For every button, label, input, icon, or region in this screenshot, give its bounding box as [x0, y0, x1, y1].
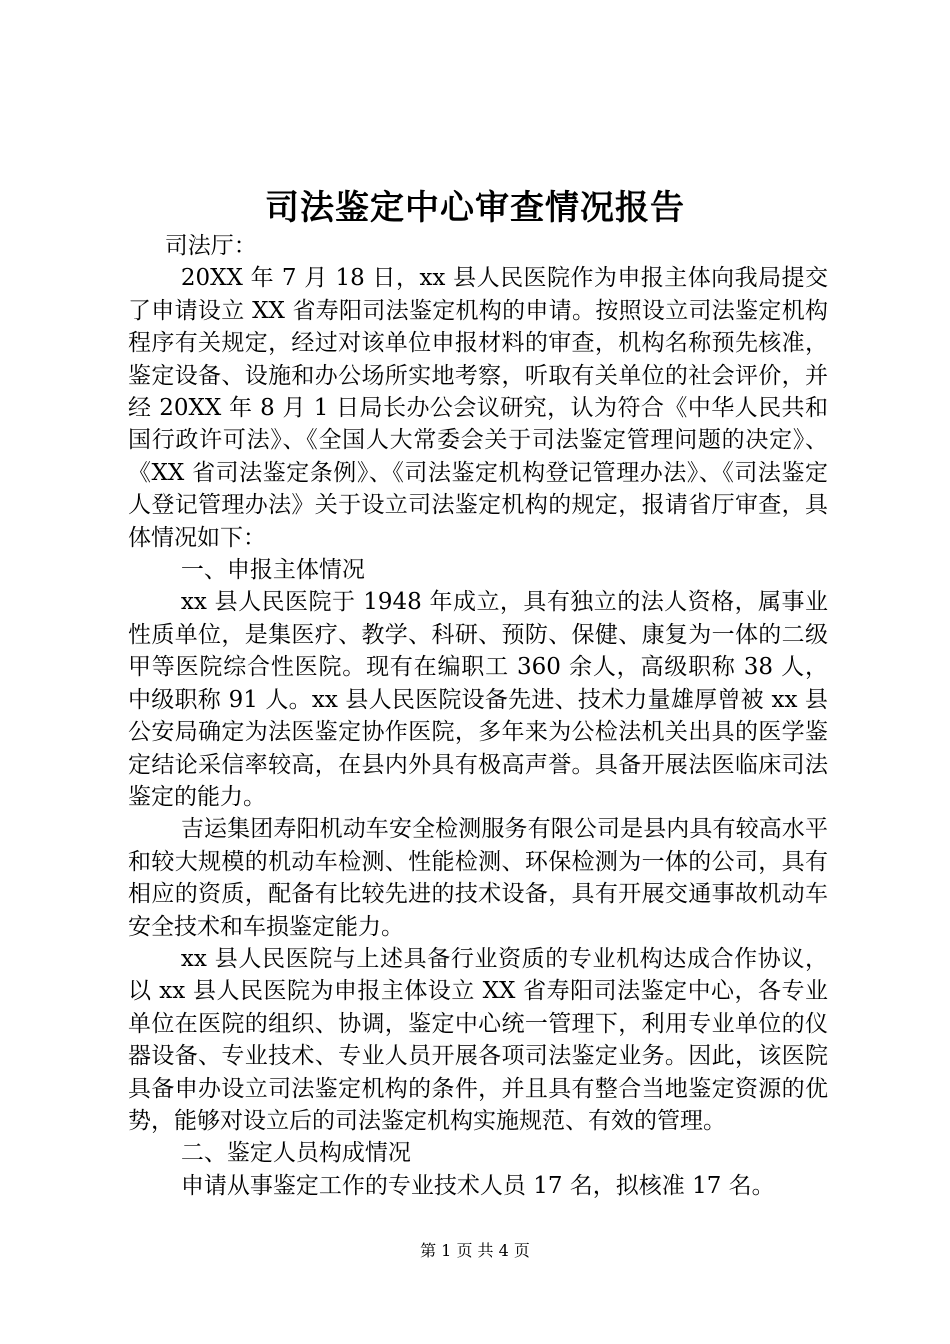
- page-footer: 第 1 页 共 4 页: [420, 1241, 530, 1260]
- document-body: [128, 230, 828, 1202]
- document-title: 司法鉴定中心审查情况报告: [265, 188, 685, 228]
- paragraph-vehicle-company: 吉运集团寿阳机动车安全检测服务有限公司是县内具有较高水平和较大规模的机动车检测、性能检测、环保检测为一体的公司，具有相应的资质，配备有比较先进的技术设备，具有开展交通事故机动车安全技术和车损鉴定能力。: [128, 816, 828, 940]
- section-heading-applicant: 一、申报主体情况: [180, 557, 365, 584]
- section-heading-personnel: 二、鉴定人员构成情况: [180, 1140, 411, 1167]
- paragraph-hospital: xx 县人民医院于 1948 年成立，具有独立的法人资格，属事业性质单位，是集医疗、教学、科研、预防、保健、康复为一体的二级甲等医院综合性医院。现有在编职工 360 余人，高级职称 38 人，中级职称 91 人。xx 县人民医院设备先进、技术力量雄厚曾被 xx 县公安局确定为法医鉴定协作医院，多年来为公检法机关出具的医学鉴定结论采信率较高，在县内外具有极高声誉。具备开展法医临床司法鉴定的能力。: [128, 589, 828, 810]
- paragraph-cooperation: xx 县人民医院与上述具备行业资质的专业机构达成合作协议，以 xx 县人民医院为申报主体设立 XX 省寿阳司法鉴定中心，各专业单位在医院的组织、协调，鉴定中心统一管理下，利用专业单位的仪器设备、专业技术、专业人员开展各项司法鉴定业务。因此，该医院具备申办设立司法鉴定机构的条件，并且具有整合当地鉴定资源的优势，能够对设立后的司法鉴定机构实施规范、有效的管理。: [128, 945, 828, 1134]
- salutation: 司法厅：: [164, 233, 257, 259]
- paragraph-personnel: 申请从事鉴定工作的专业技术人员 17 名，拟核准 17 名。: [180, 1172, 775, 1199]
- paragraph-intro: 20XX 年 7 月 18 日，xx 县人民医院作为申报主体向我局提交了申请设立 XX 省寿阳司法鉴定机构的申请。按照设立司法鉴定机构程序有关规定，经过对该单位申报材料的审查，机构名称预先核准，鉴定设备、设施和办公场所实地考察，听取有关单位的社会评价，并经 20XX 年 8 月 1 日局长办公会议研究，认为符合《中华人民共和国行政许可法》、《全国人大常委会关于司法鉴定管理问题的决定》、《XX 省司法鉴定条例》、《司法鉴定机构登记管理办法》、《司法鉴定人登记管理办法》关于设立司法鉴定机构的规定，报请省厅审查，具体情况如下：: [128, 265, 828, 551]
